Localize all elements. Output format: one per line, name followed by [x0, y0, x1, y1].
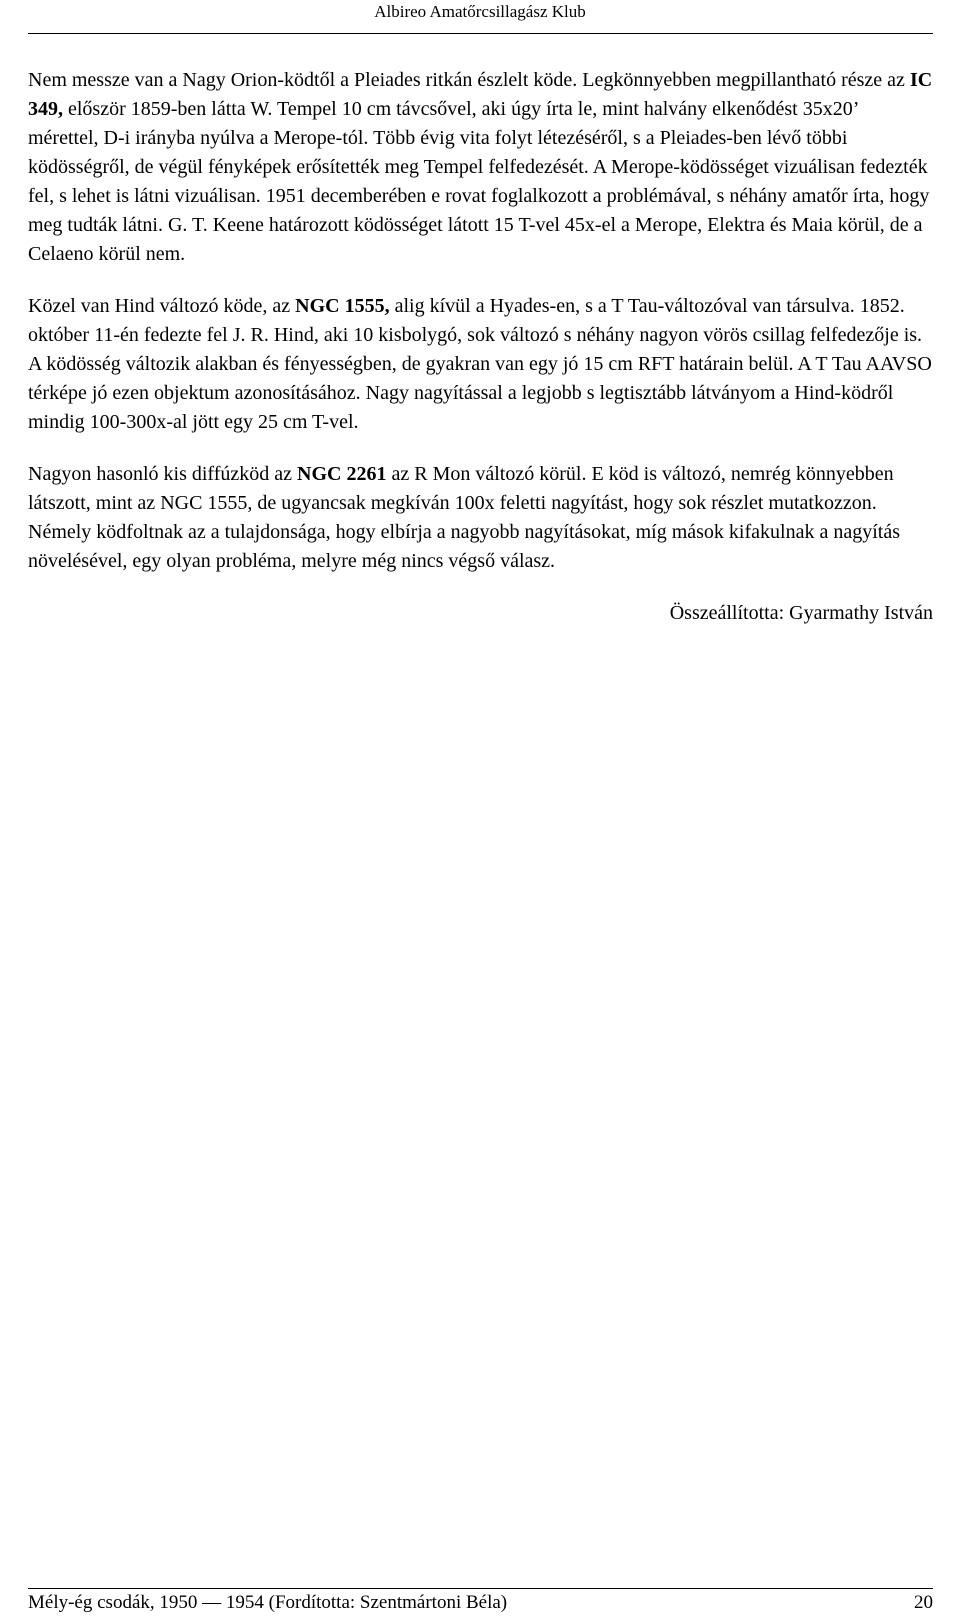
author-signature: Összeállította: Gyarmathy István — [669, 602, 933, 624]
footer-source: Mély-ég csodák, 1950 — 1954 (Fordította: Szentmártoni Béla) — [28, 1592, 508, 1613]
paragraph-text: az R Mon változó körül. E köd is változó, nemrég könnyebben látszott, mint az NGC 1555, de ugyancsak megkíván 100x feletti nagyítást, hogy sok részlet mutatkozzon. Némely ködfoltnak az a tulajdonsága, hogy elbírja a nagyobb nagyításokat, míg mások kifakulnak a nagyítás növelésével, egy olyan probléma, melyre még nincs végső válasz. — [28, 463, 900, 572]
article-body — [28, 66, 933, 628]
page-number: 20 — [914, 1592, 933, 1613]
paragraph-text: Nagyon hasonló kis diffúzköd az — [28, 463, 298, 485]
paragraph-ic349 — [28, 66, 933, 269]
paragraph-text: alig kívül a Hyades-en, s a T Tau-változóval van társulva. 1852. október 11-én fedezte fel J. R. Hind, aki 10 kisbolygó, sok változó s néhány nagyon vörös csillag felfedezője is. A ködösség változik alakban és fényességben, de gyakran van egy jó 15 cm RFT határain belül. A T Tau AAVSO térképe jó ezen objektum azonosításához. Nagy nagyítással a legjobb s legtisztább látványom a Hind-ködről mindig 100-300x-al jött egy 25 cm T-vel. — [28, 295, 932, 433]
paragraph-text: Nem messze van a Nagy Orion-ködtől a Pleiades ritkán észlelt köde. Legkönnyebben megpillantható része az — [28, 69, 910, 91]
header-divider — [28, 33, 933, 34]
paragraph-ngc1555 — [28, 292, 933, 437]
object-designation: NGC 2261 — [297, 463, 387, 485]
paragraph-ngc2261 — [28, 460, 933, 576]
paragraph-text: Közel van Hind változó köde, az — [28, 295, 296, 317]
running-header: Albireo Amatőrcsillagász Klub — [374, 2, 586, 21]
paragraph-text: először 1859-ben látta W. Tempel 10 cm távcsővel, aki úgy írta le, mint halvány elkenődést 35x20’ mérettel, D-i irányba nyúlva a Merope-tól. Több évig vita folyt létezéséről, s a Pleiades-ben lévő többi ködösségről, de végül fényképek erősítették meg Tempel felfedezését. A Merope-ködösséget vizuálisan fedezték fel, s lehet is látni vizuálisan. 1951 decemberében e rovat foglalkozott a problémával, s néhány amatőr írta, hogy meg tudták látni. G. T. Keene határozott ködösséget látott 15 T-vel 45x-el a Merope, Elektra és Maia körül, de a Celaeno körül nem. — [28, 98, 930, 265]
object-designation: NGC 1555, — [295, 295, 390, 317]
footer-divider — [28, 1588, 933, 1589]
running-footer — [28, 1592, 933, 1614]
object-designation: IC 349, — [28, 69, 933, 120]
